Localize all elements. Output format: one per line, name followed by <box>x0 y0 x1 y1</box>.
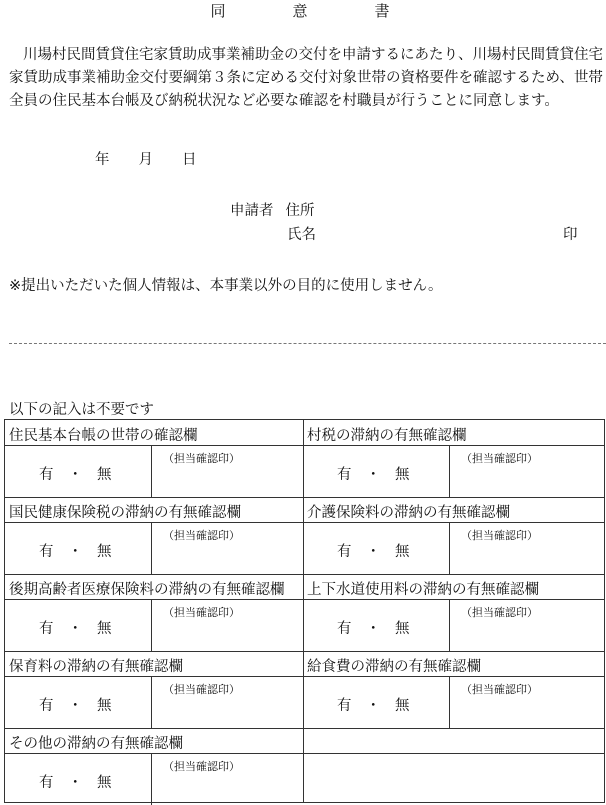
staff-seal-label: （担当確認印） <box>461 452 538 465</box>
applicant-label: 申請者 <box>230 203 274 219</box>
yes-no-option: 有 ・ 無 <box>39 698 112 714</box>
staff-seal-label: （担当確認印） <box>461 606 538 619</box>
check-heading: 国民健康保険税の滞納の有無確認欄 <box>9 505 241 521</box>
header-separator <box>5 445 604 446</box>
cell-inner-divider <box>151 676 152 728</box>
address-label: 住所 <box>285 203 315 219</box>
staff-seal-label: （担当確認印） <box>461 529 538 542</box>
cell-inner-divider <box>449 522 450 574</box>
cell-inner-divider <box>449 599 450 651</box>
check-heading: 住民基本台帳の世帯の確認欄 <box>9 428 198 444</box>
yes-no-option: 有 ・ 無 <box>39 775 112 791</box>
row-separator <box>5 651 604 652</box>
cell-inner-divider <box>449 676 450 728</box>
staff-seal-label: （担当確認印） <box>163 529 240 542</box>
check-heading: 給食費の滞納の有無確認欄 <box>307 659 481 675</box>
confirmation-table <box>4 419 605 803</box>
check-heading: 上下水道使用料の滞納の有無確認欄 <box>307 582 539 598</box>
check-heading: 介護保険料の滞納の有無確認欄 <box>307 505 510 521</box>
header-separator <box>5 676 604 677</box>
yes-no-option: 有 ・ 無 <box>337 467 410 483</box>
row-separator <box>5 574 604 575</box>
header-separator <box>5 753 604 754</box>
yes-no-option: 有 ・ 無 <box>337 621 410 637</box>
staff-seal-label: （担当確認印） <box>163 452 240 465</box>
cell-inner-divider <box>151 445 152 497</box>
yes-no-option: 有 ・ 無 <box>337 544 410 560</box>
staff-seal-label: （担当確認印） <box>163 760 240 773</box>
document-title: 同 意 書 <box>210 2 416 20</box>
column-divider <box>303 420 304 802</box>
date-line: 年 月 日 <box>95 152 197 168</box>
cell-inner-divider <box>449 445 450 497</box>
row-separator <box>5 497 604 498</box>
yes-no-option: 有 ・ 無 <box>39 621 112 637</box>
header-separator <box>5 599 604 600</box>
check-heading: 保育料の滞納の有無確認欄 <box>9 659 183 675</box>
consent-paragraph: 川場村民間賃貸住宅家賃助成事業補助金の交付を申請するにあたり、川場村民間賃貸住宅家賃助成事業補助金交付要綱第３条に定める交付対象世帯の資格要件を確認するため、世帯全員の住民基本台帳及び納税状況など必要な確認を村職員が行うことに同意します。 <box>9 47 603 109</box>
check-heading: その他の滞納の有無確認欄 <box>9 736 183 752</box>
name-label: 氏名 <box>287 227 316 243</box>
header-separator <box>5 522 604 523</box>
staff-seal-label: （担当確認印） <box>163 606 240 619</box>
cell-inner-divider <box>151 522 152 574</box>
staff-seal-label: （担当確認印） <box>163 683 240 696</box>
yes-no-option: 有 ・ 無 <box>337 698 410 714</box>
cell-inner-divider <box>151 599 152 651</box>
office-use-note: 以下の記入は不要です <box>9 402 154 418</box>
seal-label: 印 <box>563 227 578 243</box>
row-separator <box>5 728 604 729</box>
staff-seal-label: （担当確認印） <box>461 683 538 696</box>
check-heading: 後期高齢者医療保険料の滞納の有無確認欄 <box>9 582 285 598</box>
check-heading: 村税の滞納の有無確認欄 <box>307 428 467 444</box>
cell-inner-divider <box>151 753 152 805</box>
applicant-address-row <box>230 199 315 220</box>
privacy-note: ※提出いただいた個人情報は、本事業以外の目的に使用しません。 <box>9 278 443 294</box>
cut-line <box>9 343 606 344</box>
yes-no-option: 有 ・ 無 <box>39 544 112 560</box>
yes-no-option: 有 ・ 無 <box>39 467 112 483</box>
